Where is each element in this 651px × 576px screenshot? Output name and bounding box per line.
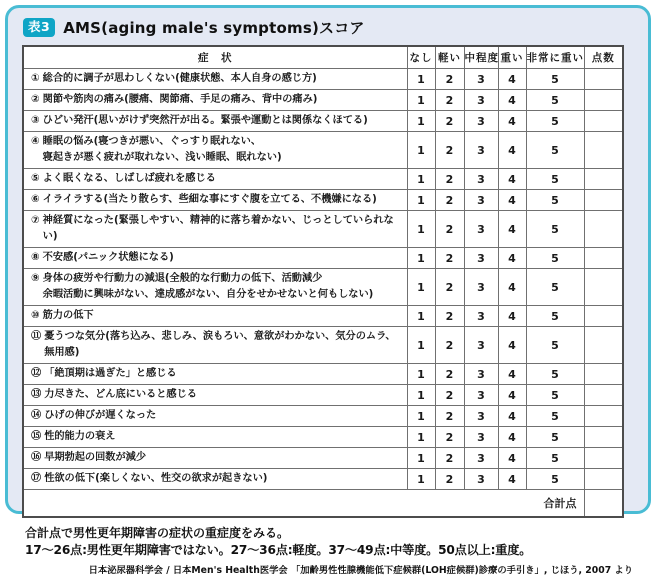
page-title: AMS(aging male's symptoms)スコア [63, 19, 365, 37]
rating-moderate-cell[interactable]: 3 [464, 385, 498, 406]
rating-none-cell[interactable]: 1 [407, 90, 435, 111]
symptom-text: ひげの伸びが遅くなった [44, 410, 157, 421]
title-row [23, 17, 637, 38]
score-ranges-note: 17〜26点:男性更年期障害ではない。27〜36点:軽度。37〜49点:中等度。50点以上:重度。 [25, 543, 532, 558]
rating-moderate-cell[interactable]: 3 [464, 306, 498, 327]
symptom-number: ② [31, 94, 40, 105]
rating-none-cell[interactable]: 1 [407, 169, 435, 190]
symptom-text: イライラする(当たり散らす、些細な事にすぐ腹を立てる、不機嫌になる) [42, 194, 377, 205]
rating-moderate-cell[interactable]: 3 [464, 69, 498, 90]
symptom-number: ⑰ [31, 473, 42, 484]
symptom-row [23, 306, 623, 327]
score-cell[interactable] [584, 327, 623, 364]
rating-none-cell[interactable]: 1 [407, 364, 435, 385]
col-header-symptom: 症 状 [23, 46, 407, 69]
rating-none-cell[interactable]: 1 [407, 427, 435, 448]
symptom-number: ⑭ [31, 410, 42, 421]
footnotes [25, 525, 635, 576]
total-label: 合計点 [23, 490, 584, 518]
rating-very-severe-cell[interactable]: 5 [526, 69, 584, 90]
rating-moderate-cell[interactable]: 3 [464, 364, 498, 385]
score-cell[interactable] [584, 169, 623, 190]
rating-severe-cell[interactable]: 4 [498, 406, 526, 427]
rating-moderate-cell[interactable]: 3 [464, 406, 498, 427]
rating-none-cell[interactable]: 1 [407, 132, 435, 169]
symptom-number: ① [31, 73, 40, 84]
table-number-badge: 表3 [23, 18, 55, 38]
symptom-row [23, 448, 623, 469]
rating-severe-cell[interactable]: 4 [498, 427, 526, 448]
symptom-number: ⑤ [31, 173, 40, 184]
rating-very-severe-cell[interactable]: 5 [526, 248, 584, 269]
rating-severe-cell[interactable]: 4 [498, 469, 526, 490]
rating-mild-cell[interactable]: 2 [435, 364, 464, 385]
symptom-text: 性欲の低下(楽しくない、性交の欲求が起きない) [44, 473, 268, 484]
rating-moderate-cell[interactable]: 3 [464, 169, 498, 190]
symptom-row [23, 469, 623, 490]
total-score-cell[interactable] [584, 490, 623, 518]
symptom-row [23, 427, 623, 448]
score-cell[interactable] [584, 90, 623, 111]
rating-severe-cell[interactable]: 4 [498, 306, 526, 327]
score-cell[interactable] [584, 190, 623, 211]
score-cell[interactable] [584, 132, 623, 169]
rating-mild-cell[interactable]: 2 [435, 169, 464, 190]
score-cell[interactable] [584, 448, 623, 469]
col-header-very-severe: 非常に重い [526, 46, 584, 69]
rating-very-severe-cell[interactable]: 5 [526, 469, 584, 490]
rating-severe-cell[interactable]: 4 [498, 385, 526, 406]
symptom-number: ⑯ [31, 452, 42, 463]
symptom-number: ⑧ [31, 252, 40, 263]
score-cell[interactable] [584, 306, 623, 327]
rating-very-severe-cell[interactable]: 5 [526, 364, 584, 385]
rating-severe-cell[interactable]: 4 [498, 69, 526, 90]
rating-mild-cell[interactable]: 2 [435, 448, 464, 469]
symptom-number: ⑬ [31, 389, 42, 400]
symptom-text: よく眠くなる、しばしば疲れを感じる [42, 173, 216, 184]
symptom-row [23, 385, 623, 406]
symptom-text: 憂うつな気分(落ち込み、悲しみ、涙もろい、意欲がわかない、気分のムラ、無用感) [44, 331, 396, 358]
score-cell[interactable] [584, 427, 623, 448]
symptom-row [23, 269, 623, 306]
rating-very-severe-cell[interactable]: 5 [526, 427, 584, 448]
total-row [23, 490, 623, 518]
symptom-text: 性的能力の衰え [44, 431, 116, 442]
score-cell[interactable] [584, 469, 623, 490]
rating-mild-cell[interactable]: 2 [435, 306, 464, 327]
symptom-row [23, 169, 623, 190]
rating-none-cell[interactable]: 1 [407, 248, 435, 269]
symptom-number: ⑫ [31, 368, 42, 379]
rating-very-severe-cell[interactable]: 5 [526, 190, 584, 211]
symptom-row [23, 211, 623, 248]
rating-very-severe-cell[interactable]: 5 [526, 111, 584, 132]
rating-none-cell[interactable]: 1 [407, 306, 435, 327]
score-cell[interactable] [584, 69, 623, 90]
rating-none-cell[interactable]: 1 [407, 327, 435, 364]
symptom-text: 総合的に調子が思わしくない(健康状態、本人自身の感じ方) [42, 73, 317, 84]
rating-none-cell[interactable]: 1 [407, 211, 435, 248]
rating-none-cell[interactable]: 1 [407, 469, 435, 490]
rating-moderate-cell[interactable]: 3 [464, 248, 498, 269]
score-cell[interactable] [584, 364, 623, 385]
rating-none-cell[interactable]: 1 [407, 385, 435, 406]
header-row [23, 46, 623, 69]
rating-very-severe-cell[interactable]: 5 [526, 269, 584, 306]
symptom-number: ⑥ [31, 194, 40, 205]
score-cell[interactable] [584, 385, 623, 406]
rating-very-severe-cell[interactable]: 5 [526, 211, 584, 248]
col-header-mild: 軽い [435, 46, 464, 69]
rating-mild-cell[interactable]: 2 [435, 248, 464, 269]
symptom-number: ④ [31, 136, 40, 147]
rating-very-severe-cell[interactable]: 5 [526, 385, 584, 406]
rating-none-cell[interactable]: 1 [407, 448, 435, 469]
citation: 日本泌尿器科学会 / 日本Men's Health医学会 「加齢男性性腺機能低下症候群(LOH症候群)診療の手引き」, じほう, 2007 より [88, 564, 633, 576]
symptom-text: 早期勃起の回数が減少 [44, 452, 147, 463]
symptom-number: ⑮ [31, 431, 42, 442]
symptom-text: 不安感(パニック状態になる) [42, 252, 174, 263]
symptom-number: ⑩ [31, 310, 40, 321]
symptom-row [23, 90, 623, 111]
score-cell[interactable] [584, 211, 623, 248]
symptom-number: ⑦ [31, 215, 40, 226]
figure-frame [5, 5, 651, 576]
symptom-row [23, 132, 623, 169]
rating-very-severe-cell[interactable]: 5 [526, 169, 584, 190]
rating-moderate-cell[interactable]: 3 [464, 111, 498, 132]
symptom-row [23, 248, 623, 269]
rating-severe-cell[interactable]: 4 [498, 269, 526, 306]
col-header-none: なし [407, 46, 435, 69]
rating-moderate-cell[interactable]: 3 [464, 211, 498, 248]
rating-mild-cell[interactable]: 2 [435, 469, 464, 490]
rating-none-cell[interactable]: 1 [407, 269, 435, 306]
rating-very-severe-cell[interactable]: 5 [526, 448, 584, 469]
rating-severe-cell[interactable]: 4 [498, 211, 526, 248]
symptom-row [23, 111, 623, 132]
score-cell[interactable] [584, 406, 623, 427]
rating-very-severe-cell[interactable]: 5 [526, 406, 584, 427]
symptom-number: ③ [31, 115, 40, 126]
rating-severe-cell[interactable]: 4 [498, 169, 526, 190]
rating-severe-cell[interactable]: 4 [498, 111, 526, 132]
symptom-row [23, 364, 623, 385]
rating-moderate-cell[interactable]: 3 [464, 448, 498, 469]
symptom-text: 神経質になった(緊張しやすい、精神的に落ち着かない、じっとしていられない) [42, 215, 394, 242]
symptom-number: ⑪ [31, 331, 42, 342]
rating-mild-cell[interactable]: 2 [435, 90, 464, 111]
rating-moderate-cell[interactable]: 3 [464, 190, 498, 211]
rating-severe-cell[interactable]: 4 [498, 90, 526, 111]
symptom-text: 「絶頂期は過ぎた」と感じる [44, 368, 177, 379]
rating-very-severe-cell[interactable]: 5 [526, 327, 584, 364]
rating-mild-cell[interactable]: 2 [435, 269, 464, 306]
rating-mild-cell[interactable]: 2 [435, 327, 464, 364]
rating-severe-cell[interactable]: 4 [498, 132, 526, 169]
rating-moderate-cell[interactable]: 3 [464, 327, 498, 364]
rating-severe-cell[interactable]: 4 [498, 364, 526, 385]
rating-mild-cell[interactable]: 2 [435, 132, 464, 169]
score-cell[interactable] [584, 111, 623, 132]
rating-moderate-cell[interactable]: 3 [464, 90, 498, 111]
rating-very-severe-cell[interactable]: 5 [526, 132, 584, 169]
symptom-row [23, 69, 623, 90]
rating-mild-cell[interactable]: 2 [435, 111, 464, 132]
symptom-text: ひどい発汗(思いがけず突然汗が出る。緊張や運動とは関係なくほてる) [42, 115, 368, 126]
symptom-text: 筋力の低下 [42, 310, 94, 321]
rating-moderate-cell[interactable]: 3 [464, 132, 498, 169]
symptom-row [23, 327, 623, 364]
severity-note: 合計点で男性更年期障害の症状の重症度をみる。 [25, 526, 290, 540]
ams-score-table [22, 45, 624, 518]
rating-mild-cell[interactable]: 2 [435, 69, 464, 90]
score-cell[interactable] [584, 248, 623, 269]
symptom-text: 睡眠の悩み(寝つきが悪い、ぐっすり眠れない、 寝起きが悪く疲れが取れない、浅い睡眠、眠れない) [42, 136, 282, 163]
rating-very-severe-cell[interactable]: 5 [526, 90, 584, 111]
rating-mild-cell[interactable]: 2 [435, 406, 464, 427]
col-header-severe: 重い [498, 46, 526, 69]
symptom-row [23, 406, 623, 427]
rating-mild-cell[interactable]: 2 [435, 427, 464, 448]
rating-none-cell[interactable]: 1 [407, 111, 435, 132]
symptom-number: ⑨ [31, 273, 40, 284]
rating-none-cell[interactable]: 1 [407, 406, 435, 427]
rating-moderate-cell[interactable]: 3 [464, 427, 498, 448]
symptom-text: 力尽きた、どん底にいると感じる [44, 389, 197, 400]
rating-very-severe-cell[interactable]: 5 [526, 306, 584, 327]
rating-mild-cell[interactable]: 2 [435, 211, 464, 248]
symptom-row [23, 190, 623, 211]
rating-severe-cell[interactable]: 4 [498, 248, 526, 269]
col-header-score: 点数 [584, 46, 623, 69]
rating-none-cell[interactable]: 1 [407, 190, 435, 211]
symptom-text: 関節や筋肉の痛み(腰痛、関節痛、手足の痛み、背中の痛み) [42, 94, 318, 105]
rating-severe-cell[interactable]: 4 [498, 448, 526, 469]
rating-none-cell[interactable]: 1 [407, 69, 435, 90]
symptom-text: 身体の疲労や行動力の減退(全般的な行動力の低下、活動減少 余暇活動に興味がない、達成感がない、自分をせかせないと何もしない) [42, 273, 374, 300]
rating-mild-cell[interactable]: 2 [435, 385, 464, 406]
rating-severe-cell[interactable]: 4 [498, 327, 526, 364]
symptom-rows [23, 69, 623, 490]
score-cell[interactable] [584, 269, 623, 306]
col-header-moderate: 中程度 [464, 46, 498, 69]
rating-moderate-cell[interactable]: 3 [464, 469, 498, 490]
rating-moderate-cell[interactable]: 3 [464, 269, 498, 306]
rating-severe-cell[interactable]: 4 [498, 190, 526, 211]
rating-mild-cell[interactable]: 2 [435, 190, 464, 211]
